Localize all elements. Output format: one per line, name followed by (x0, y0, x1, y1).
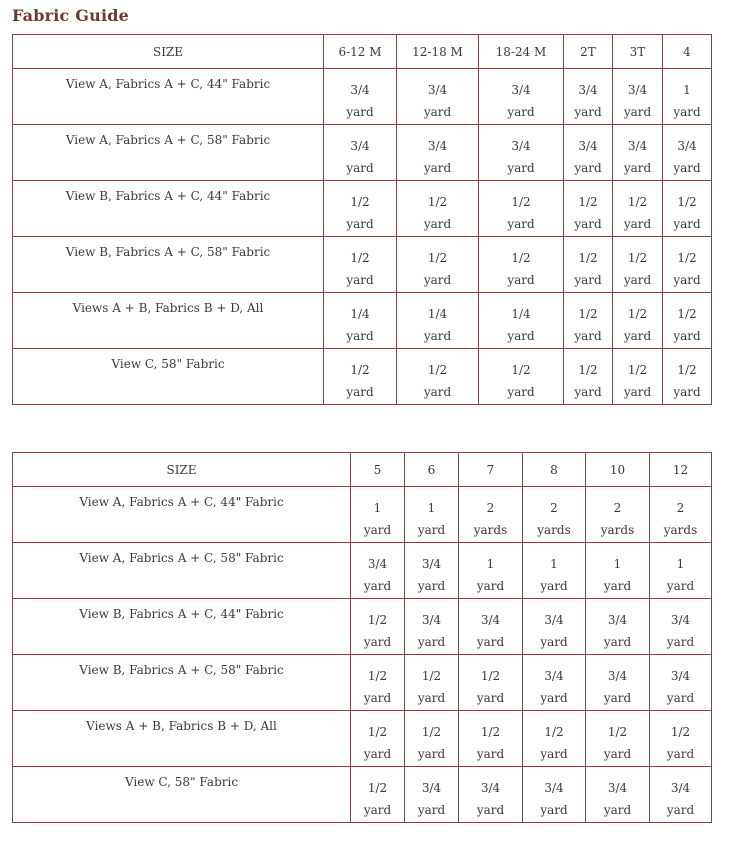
yardage-cell (459, 487, 523, 543)
yardage-cell (564, 181, 613, 237)
table-row (13, 543, 712, 599)
yardage-unit: yard (540, 635, 568, 649)
yardage-cell (564, 349, 613, 405)
yardage-amount: 3/4 (480, 781, 501, 795)
yardage-amount: 3/4 (607, 669, 628, 683)
yardage-amount: 1/2 (427, 251, 448, 265)
yardage-cell (564, 125, 613, 181)
yardage-amount: 1/4 (350, 307, 370, 321)
yardage-unit: yard (673, 217, 701, 231)
yardage-unit: yard (346, 385, 374, 399)
yardage-unit: yard (423, 105, 452, 119)
yardage-cell (324, 69, 397, 125)
yardage-amount: 3/4 (627, 139, 648, 153)
size-column-header: 12-18 M (397, 35, 479, 69)
yardage-cell (586, 543, 650, 599)
yardage-cell (459, 767, 523, 823)
row-label: View B, Fabrics A + C, 58" Fabric (13, 237, 324, 293)
yardage-unit: yard (423, 329, 452, 343)
yardage-amount: 3/4 (427, 139, 448, 153)
yardage-unit: yard (673, 385, 701, 399)
yardage-unit: yard (603, 635, 632, 649)
yardage-amount: 1 (676, 557, 685, 571)
yardage-unit: yard (363, 803, 392, 817)
yardage-cell (613, 125, 663, 181)
yardage-amount: 1/2 (544, 725, 564, 739)
yardage-unit: yard (540, 747, 568, 761)
yardage-unit: yard (363, 635, 392, 649)
yardage-amount: 3/4 (350, 83, 370, 97)
yardage-cell (405, 711, 459, 767)
yardage-unit: yard (603, 579, 632, 593)
yardage-unit: yard (574, 105, 602, 119)
yardage-unit: yard (346, 217, 374, 231)
yardage-cell (479, 293, 564, 349)
yardage-unit: yard (507, 217, 535, 231)
size-column-header: 2T (564, 35, 613, 69)
yardage-unit: yard (507, 329, 535, 343)
row-label: Views A + B, Fabrics B + D, All (13, 293, 324, 349)
size-header: SIZE (13, 453, 351, 487)
yardage-unit: yard (476, 747, 505, 761)
yardage-unit: yard (417, 803, 446, 817)
yardage-cell (650, 711, 712, 767)
row-label: View A, Fabrics A + C, 44" Fabric (13, 69, 324, 125)
yardage-cell (613, 349, 663, 405)
yardage-amount: 1/2 (367, 781, 388, 795)
yardage-cell (586, 487, 650, 543)
yardage-unit: yard (603, 747, 632, 761)
yardage-cell (479, 69, 564, 125)
yardage-unit: yard (574, 385, 602, 399)
yardage-amount: 1/2 (511, 363, 531, 377)
row-label: View B, Fabrics A + C, 44" Fabric (13, 599, 351, 655)
yardage-amount: 1/2 (350, 195, 370, 209)
yardage-unit: yard (476, 635, 505, 649)
yardage-amount: 1 (373, 501, 382, 515)
yardage-cell (663, 125, 712, 181)
yardage-unit: yard (417, 523, 446, 537)
yardage-unit: yards (600, 523, 635, 537)
page-title: Fabric Guide (12, 6, 130, 25)
yardage-cell (405, 543, 459, 599)
table-row (13, 69, 712, 125)
yardage-unit: yard (417, 635, 446, 649)
table-row (13, 237, 712, 293)
yardage-unit: yard (673, 161, 701, 175)
yardage-cell (351, 543, 405, 599)
table-row (13, 125, 712, 181)
yardage-amount: 1/2 (367, 669, 388, 683)
yardage-unit: yard (574, 161, 602, 175)
yardage-amount: 1/2 (350, 363, 370, 377)
yardage-amount: 2 (550, 501, 558, 515)
yardage-cell (351, 487, 405, 543)
yardage-amount: 3/4 (677, 139, 697, 153)
yardage-amount: 1/2 (627, 251, 648, 265)
yardage-amount: 3/4 (544, 781, 564, 795)
yardage-amount: 3/4 (421, 557, 442, 571)
yardage-unit: yard (623, 105, 652, 119)
yardage-unit: yard (673, 105, 701, 119)
row-label: View C, 58" Fabric (13, 349, 324, 405)
row-label: View A, Fabrics A + C, 44" Fabric (13, 487, 351, 543)
yardage-cell (324, 237, 397, 293)
yardage-amount: 2 (486, 501, 495, 515)
yardage-amount: 1/2 (350, 251, 370, 265)
yardage-unit: yard (666, 747, 695, 761)
yardage-unit: yard (507, 273, 535, 287)
yardage-unit: yard (346, 273, 374, 287)
yardage-unit: yard (673, 273, 701, 287)
yardage-unit: yard (423, 273, 452, 287)
yardage-unit: yards (473, 523, 508, 537)
size-column-header: 18-24 M (479, 35, 564, 69)
size-column-header: 5 (351, 453, 405, 487)
yardage-amount: 3/4 (544, 613, 564, 627)
yardage-unit: yard (346, 105, 374, 119)
yardage-amount: 1/2 (511, 195, 531, 209)
yardage-unit: yard (603, 691, 632, 705)
yardage-unit: yards (537, 523, 571, 537)
size-column-header: 12 (650, 453, 712, 487)
yardage-cell (523, 655, 586, 711)
row-label: View A, Fabrics A + C, 58" Fabric (13, 125, 324, 181)
table-row (13, 293, 712, 349)
yardage-amount: 3/4 (578, 83, 598, 97)
yardage-amount: 2 (676, 501, 685, 515)
yardage-amount: 3/4 (350, 139, 370, 153)
yardage-cell (663, 293, 712, 349)
row-label: View B, Fabrics A + C, 58" Fabric (13, 655, 351, 711)
size-column-header: 8 (523, 453, 586, 487)
yardage-unit: yard (346, 161, 374, 175)
table-row (13, 711, 712, 767)
yardage-amount: 1/2 (421, 725, 442, 739)
yardage-unit: yard (623, 217, 652, 231)
yardage-unit: yard (673, 329, 701, 343)
header-row (13, 453, 712, 487)
yardage-unit: yard (666, 579, 695, 593)
yardage-amount: 1/2 (627, 195, 648, 209)
yardage-amount: 1/2 (578, 363, 598, 377)
yardage-cell (650, 487, 712, 543)
yardage-amount: 3/4 (578, 139, 598, 153)
yardage-cell (564, 293, 613, 349)
size-column-header: 3T (613, 35, 663, 69)
yardage-cell (523, 599, 586, 655)
yardage-amount: 1/2 (367, 613, 388, 627)
yardage-cell (397, 181, 479, 237)
yardage-amount: 3/4 (427, 83, 448, 97)
yardage-amount: 1 (613, 557, 622, 571)
yardage-cell (459, 655, 523, 711)
yardage-unit: yard (666, 635, 695, 649)
yardage-unit: yards (663, 523, 698, 537)
yardage-cell (351, 711, 405, 767)
yardage-cell (397, 69, 479, 125)
yardage-cell (663, 349, 712, 405)
yardage-unit: yard (423, 385, 452, 399)
yardage-unit: yard (363, 747, 392, 761)
yardage-amount: 1/2 (578, 307, 598, 321)
yardage-cell (479, 125, 564, 181)
yardage-unit: yard (603, 803, 632, 817)
yardage-unit: yard (507, 385, 535, 399)
yardage-amount: 1/2 (627, 307, 648, 321)
yardage-cell (663, 69, 712, 125)
yardage-unit: yard (574, 273, 602, 287)
yardage-cell (586, 767, 650, 823)
yardage-cell (397, 349, 479, 405)
yardage-unit: yard (540, 803, 568, 817)
size-column-header: 7 (459, 453, 523, 487)
yardage-unit: yard (363, 523, 392, 537)
yardage-amount: 1/2 (677, 307, 697, 321)
yardage-unit: yard (623, 329, 652, 343)
yardage-cell (523, 487, 586, 543)
yardage-cell (564, 69, 613, 125)
yardage-cell (459, 599, 523, 655)
yardage-unit: yard (623, 161, 652, 175)
yardage-amount: 1/4 (427, 307, 448, 321)
yardage-amount: 1/2 (607, 725, 628, 739)
yardage-cell (479, 349, 564, 405)
yardage-cell (650, 543, 712, 599)
yardage-unit: yard (476, 691, 505, 705)
yardage-unit: yard (540, 579, 568, 593)
yardage-amount: 1/2 (578, 195, 598, 209)
yardage-amount: 1/2 (367, 725, 388, 739)
yardage-amount: 1/2 (627, 363, 648, 377)
yardage-cell (613, 237, 663, 293)
yardage-cell (405, 767, 459, 823)
yardage-cell (613, 69, 663, 125)
yardage-cell (479, 181, 564, 237)
table-row (13, 767, 712, 823)
row-label: View B, Fabrics A + C, 44" Fabric (13, 181, 324, 237)
yardage-amount: 3/4 (627, 83, 648, 97)
yardage-amount: 1/2 (677, 195, 697, 209)
row-label: View A, Fabrics A + C, 58" Fabric (13, 543, 351, 599)
yardage-amount: 3/4 (480, 613, 501, 627)
yardage-amount: 3/4 (367, 557, 388, 571)
row-label: View C, 58" Fabric (13, 767, 351, 823)
yardage-cell (523, 543, 586, 599)
yardage-cell (405, 655, 459, 711)
yardage-amount: 1 (683, 83, 691, 97)
yardage-amount: 1/2 (480, 669, 501, 683)
yardage-unit: yard (423, 161, 452, 175)
yardage-amount: 3/4 (670, 781, 691, 795)
table-row (13, 599, 712, 655)
yardage-cell (523, 711, 586, 767)
yardage-amount: 3/4 (607, 781, 628, 795)
yardage-amount: 1/2 (427, 195, 448, 209)
yardage-cell (397, 125, 479, 181)
yardage-unit: yard (363, 691, 392, 705)
header-row (13, 35, 712, 69)
yardage-cell (663, 237, 712, 293)
yardage-unit: yard (623, 385, 652, 399)
yardage-amount: 1 (427, 501, 436, 515)
size-header: SIZE (13, 35, 324, 69)
size-column-header: 4 (663, 35, 712, 69)
table-row (13, 181, 712, 237)
table-row (13, 655, 712, 711)
yardage-cell (586, 711, 650, 767)
yardage-cell (523, 767, 586, 823)
yardage-cell (351, 655, 405, 711)
yardage-amount: 1/2 (677, 251, 697, 265)
yardage-cell (324, 293, 397, 349)
yardage-cell (324, 349, 397, 405)
yardage-cell (459, 543, 523, 599)
table-row (13, 487, 712, 543)
yardage-unit: yard (423, 217, 452, 231)
yardage-unit: yard (476, 803, 505, 817)
yardage-amount: 3/4 (421, 781, 442, 795)
yardage-amount: 3/4 (544, 669, 564, 683)
yardage-cell (564, 237, 613, 293)
yardage-unit: yard (574, 329, 602, 343)
size-column-header: 10 (586, 453, 650, 487)
yardage-amount: 3/4 (607, 613, 628, 627)
yardage-amount: 1 (550, 557, 558, 571)
yardage-amount: 1/2 (677, 363, 697, 377)
fabric-table-toddler (12, 34, 712, 405)
yardage-unit: yard (666, 691, 695, 705)
yardage-amount: 1/2 (480, 725, 501, 739)
yardage-amount: 1/2 (427, 363, 448, 377)
yardage-amount: 1/2 (421, 669, 442, 683)
yardage-cell (586, 655, 650, 711)
yardage-unit: yard (574, 217, 602, 231)
yardage-cell (650, 655, 712, 711)
yardage-cell (324, 125, 397, 181)
yardage-unit: yard (476, 579, 505, 593)
row-label: Views A + B, Fabrics B + D, All (13, 711, 351, 767)
size-column-header: 6 (405, 453, 459, 487)
yardage-amount: 1 (486, 557, 495, 571)
yardage-cell (397, 237, 479, 293)
yardage-cell (586, 599, 650, 655)
yardage-amount: 1/2 (511, 251, 531, 265)
yardage-unit: yard (623, 273, 652, 287)
yardage-unit: yard (346, 329, 374, 343)
yardage-amount: 3/4 (421, 613, 442, 627)
yardage-unit: yard (666, 803, 695, 817)
yardage-amount: 1/2 (670, 725, 691, 739)
table-row (13, 349, 712, 405)
yardage-cell (613, 181, 663, 237)
yardage-amount: 3/4 (670, 613, 691, 627)
yardage-cell (613, 293, 663, 349)
yardage-unit: yard (507, 105, 535, 119)
size-column-header: 6-12 M (324, 35, 397, 69)
yardage-amount: 3/4 (511, 83, 531, 97)
yardage-cell (405, 487, 459, 543)
yardage-amount: 2 (613, 501, 622, 515)
yardage-cell (397, 293, 479, 349)
yardage-cell (405, 599, 459, 655)
yardage-cell (351, 599, 405, 655)
yardage-cell (351, 767, 405, 823)
yardage-cell (650, 599, 712, 655)
yardage-unit: yard (417, 691, 446, 705)
yardage-amount: 1/2 (578, 251, 598, 265)
yardage-unit: yard (417, 747, 446, 761)
yardage-amount: 1/4 (511, 307, 531, 321)
yardage-cell (479, 237, 564, 293)
yardage-cell (459, 711, 523, 767)
yardage-cell (650, 767, 712, 823)
yardage-unit: yard (540, 691, 568, 705)
yardage-cell (324, 181, 397, 237)
yardage-unit: yard (417, 579, 446, 593)
fabric-table-kids (12, 452, 712, 823)
yardage-amount: 3/4 (511, 139, 531, 153)
yardage-cell (663, 181, 712, 237)
yardage-amount: 3/4 (670, 669, 691, 683)
yardage-unit: yard (363, 579, 392, 593)
yardage-unit: yard (507, 161, 535, 175)
